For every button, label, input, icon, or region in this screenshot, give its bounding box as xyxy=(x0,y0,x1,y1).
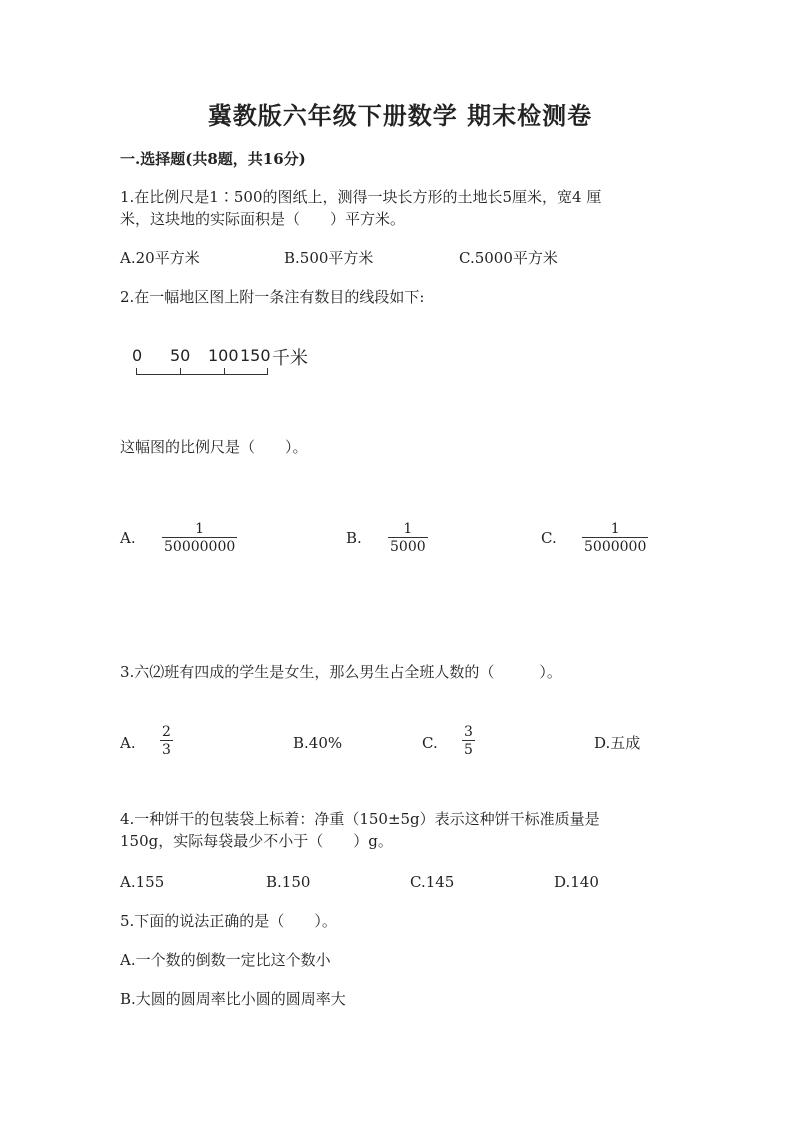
fraction-denominator: 50000000 xyxy=(164,539,236,555)
question-4-line-1: 4.一种饼干的包装袋上标着：净重（150±5g）表示这种饼干标准质量是 xyxy=(120,810,600,828)
map-scale-bar xyxy=(132,346,332,386)
question-2-option-b-letter: B. xyxy=(346,529,362,547)
question-1-option-b: B.500平方米 xyxy=(284,249,374,267)
question-4-option-b: B.150 xyxy=(266,873,311,891)
question-3-text: 3.六⑵班有四成的学生是女生，那么男生占全班人数的（ ）。 xyxy=(120,663,562,681)
question-4-line-2: 150g，实际每袋最少不小于（ ）g。 xyxy=(120,832,393,850)
question-1-line-2: 米，这块地的实际面积是（ ）平方米。 xyxy=(120,210,406,228)
fraction-denominator: 3 xyxy=(162,742,171,758)
question-2-option-b-fraction xyxy=(388,521,428,555)
question-4-option-c: C.145 xyxy=(410,873,455,891)
scale-unit: 千米 xyxy=(272,348,308,369)
question-3-option-b: B.40% xyxy=(293,734,343,752)
scale-label-50: 50 xyxy=(170,346,191,365)
scale-tick xyxy=(136,368,137,375)
question-2-option-a-letter: A. xyxy=(120,529,136,547)
question-2-option-c-fraction xyxy=(582,521,648,555)
fraction-denominator: 5000000 xyxy=(584,539,647,555)
question-1-line-1: 1.在比例尺是1∶500的图纸上，测得一块长方形的土地长5厘米，宽4 厘 xyxy=(120,188,602,206)
question-2-option-a-fraction xyxy=(162,521,237,555)
question-5-option-b: B.大圆的圆周率比小圆的圆周率大 xyxy=(120,990,346,1008)
section-heading: 一.选择题(共8题，共16分) xyxy=(120,150,306,168)
question-4-option-a: A.155 xyxy=(120,873,165,891)
question-4-option-d: D.140 xyxy=(554,873,599,891)
scale-line xyxy=(136,374,268,375)
question-3-option-d: D.五成 xyxy=(594,734,641,752)
fraction-numerator: 1 xyxy=(403,521,413,537)
scale-tick xyxy=(180,368,181,375)
question-2-option-c-letter: C. xyxy=(541,529,557,547)
scale-label-150: 150 xyxy=(240,346,271,365)
question-5-option-a: A.一个数的倒数一定比这个数小 xyxy=(120,951,331,969)
question-1-option-a: A.20平方米 xyxy=(120,249,200,267)
fraction-denominator: 5000 xyxy=(390,539,426,555)
scale-label-100: 100 xyxy=(208,346,239,365)
question-1-option-c: C.5000平方米 xyxy=(459,249,558,267)
scale-label-0: 0 xyxy=(132,346,143,365)
question-2-text: 2.在一幅地区图上附一条注有数目的线段如下: xyxy=(120,288,425,306)
question-3-option-a-letter: A. xyxy=(120,734,136,752)
fraction-numerator: 1 xyxy=(195,521,205,537)
scale-tick xyxy=(224,368,225,375)
fraction-numerator: 1 xyxy=(610,521,620,537)
scale-tick xyxy=(267,368,268,375)
fraction-numerator: 3 xyxy=(464,724,473,740)
question-3-option-c-fraction xyxy=(462,724,475,758)
fraction-denominator: 5 xyxy=(464,742,473,758)
fraction-numerator: 2 xyxy=(162,724,171,740)
question-3-option-c-letter: C. xyxy=(422,734,438,752)
question-2-prompt: 这幅图的比例尺是（ ）。 xyxy=(120,438,308,456)
question-3-option-a-fraction xyxy=(160,724,173,758)
question-5-text: 5.下面的说法正确的是（ ）。 xyxy=(120,912,337,930)
page-title: 冀教版六年级下册数学 期末检测卷 xyxy=(207,101,593,130)
